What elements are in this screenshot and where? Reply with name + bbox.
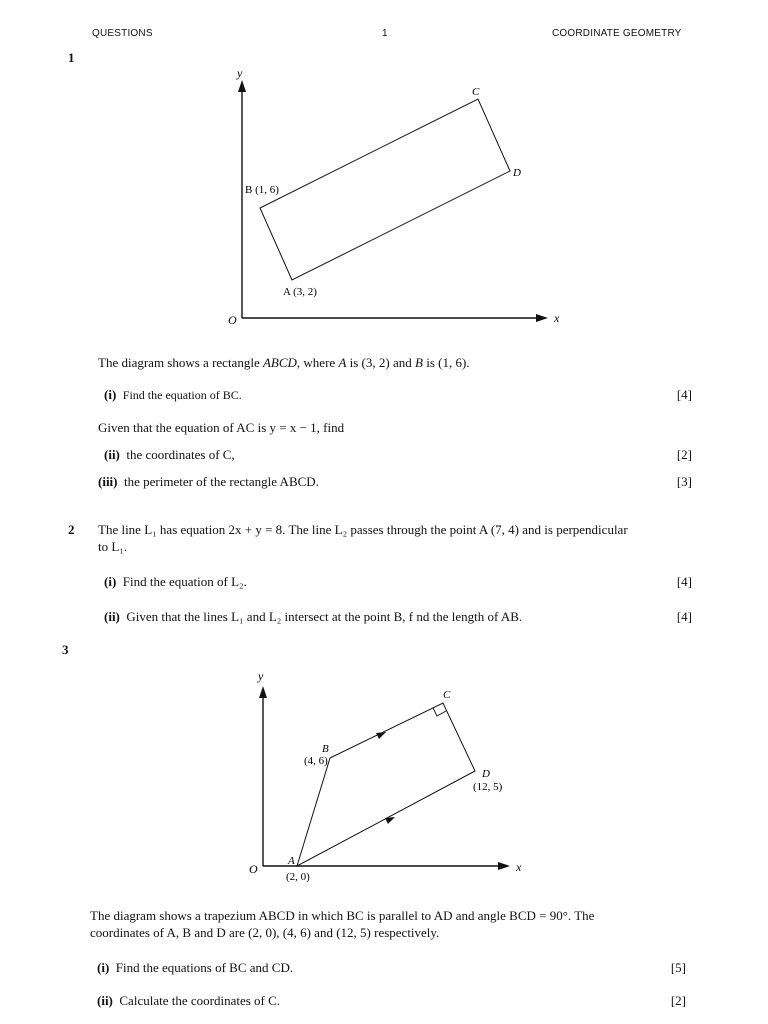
- q2-part-ii: [104, 609, 692, 625]
- q2-part-ii-number: (ii): [104, 609, 120, 624]
- q3-label-c: C: [443, 689, 451, 701]
- q3-parallel-arrow-bc: [376, 732, 386, 739]
- q1-label-a: A (3, 2): [283, 286, 317, 298]
- q1-origin-label: O: [228, 313, 237, 327]
- q1-intro: [98, 355, 470, 371]
- q1-given: Given that the equation of AC is y = x − 1, find: [98, 420, 345, 435]
- q1-part-i-text: Find the equation of BC.: [122, 388, 242, 402]
- q1-part-i: [104, 387, 692, 403]
- q2-line-1: The line L₁ has equation 2x + y = 8. The line L₂ passes through the point A (7, 4) and is perpendicular: [98, 522, 628, 537]
- q3-label-d: D: [482, 768, 490, 780]
- q3-coord-a: (2, 0): [286, 871, 310, 883]
- q1-intro-shape: ABCD: [262, 355, 297, 370]
- q2-part-i: [104, 574, 692, 590]
- q3-part-i-text: Find the equations of BC and CD.: [115, 960, 294, 975]
- q3-coord-b: (4, 6): [304, 755, 328, 767]
- question-number-3: 3: [62, 642, 69, 657]
- q1-intro-post: is (1, 6).: [422, 355, 470, 370]
- q1-label-d: D: [513, 167, 521, 179]
- q3-part-i-number: (i): [97, 960, 110, 975]
- q2-part-i-number: (i): [104, 574, 117, 589]
- q1-part-i-marks: [4]: [676, 387, 692, 402]
- q3-line-1: The diagram shows a trapezium ABCD in which BC is parallel to AD and angle BCD = 90°. The: [90, 908, 595, 923]
- q1-part-iii: [98, 474, 692, 490]
- question-number-2: 2: [68, 522, 75, 537]
- q1-rectangle-abcd: [260, 99, 510, 280]
- q1-part-ii: [104, 447, 692, 463]
- header-right: COORDINATE GEOMETRY: [552, 28, 682, 39]
- q3-trapezium-abcd: [297, 703, 475, 866]
- q1-label-b: B (1, 6): [245, 184, 279, 196]
- q3-y-axis-arrow: [259, 686, 267, 698]
- q1-part-iii-marks: [3]: [676, 474, 692, 489]
- q1-label-c: C: [472, 86, 480, 98]
- q1-part-ii-text: the coordinates of C,: [126, 447, 235, 462]
- q2-part-ii-text: Given that the lines L₁ and L₂ intersect at the point B, f nd the length of AB.: [126, 609, 523, 624]
- q3-right-angle-marker: [433, 708, 446, 716]
- q3-label-a: A: [288, 855, 295, 867]
- q1-y-axis-arrow: [238, 80, 246, 92]
- q1-intro-mid2: is (3, 2) and: [346, 355, 415, 370]
- q3-line-2: coordinates of A, B and D are (2, 0), (4, 6) and (12, 5) respectively.: [90, 925, 440, 940]
- q3-part-ii: [97, 993, 686, 1009]
- q3-part-ii-marks: [2]: [670, 993, 686, 1008]
- q3-x-axis-arrow: [498, 862, 510, 870]
- q1-part-i-number: (i): [104, 387, 117, 402]
- q3-parallel-arrow-ad: [385, 817, 395, 824]
- q2-line-2: to L₁.: [98, 539, 128, 554]
- q1-y-label: y: [237, 66, 243, 80]
- q1-part-iii-number: (iii): [98, 474, 118, 489]
- q3-part-i: [97, 960, 686, 976]
- q1-intro-a: A: [338, 355, 347, 370]
- q3-coord-d: (12, 5): [473, 781, 503, 793]
- q2-part-ii-marks: [4]: [676, 609, 692, 624]
- q3-part-ii-text: Calculate the coordinates of C.: [119, 993, 281, 1008]
- question-number-1: 1: [68, 50, 75, 65]
- q1-part-ii-number: (ii): [104, 447, 120, 462]
- q1-part-iii-text: the perimeter of the rectangle ABCD.: [124, 474, 319, 489]
- q1-part-ii-marks: [2]: [676, 447, 692, 462]
- q3-x-label: x: [516, 860, 522, 874]
- q3-part-ii-number: (ii): [97, 993, 113, 1008]
- q1-intro-b: B: [415, 355, 423, 370]
- q3-y-label: y: [258, 669, 264, 683]
- q1-intro-mid: , where: [296, 355, 339, 370]
- q3-label-b: B: [322, 743, 329, 755]
- q3-part-i-marks: [5]: [670, 960, 686, 975]
- q2-part-i-text: Find the equation of L₂.: [122, 574, 247, 589]
- q1-rectangle-diagram: [0, 0, 768, 340]
- q1-x-axis-arrow: [536, 314, 548, 322]
- header-left: QUESTIONS: [92, 28, 153, 39]
- q3-trapezium-diagram: [0, 650, 768, 910]
- q1-intro-pre: The diagram shows a rectangle: [98, 355, 263, 370]
- q3-origin-label: O: [249, 862, 258, 876]
- q2-part-i-marks: [4]: [676, 574, 692, 589]
- q1-x-label: x: [554, 311, 560, 325]
- page-number: 1: [382, 28, 388, 39]
